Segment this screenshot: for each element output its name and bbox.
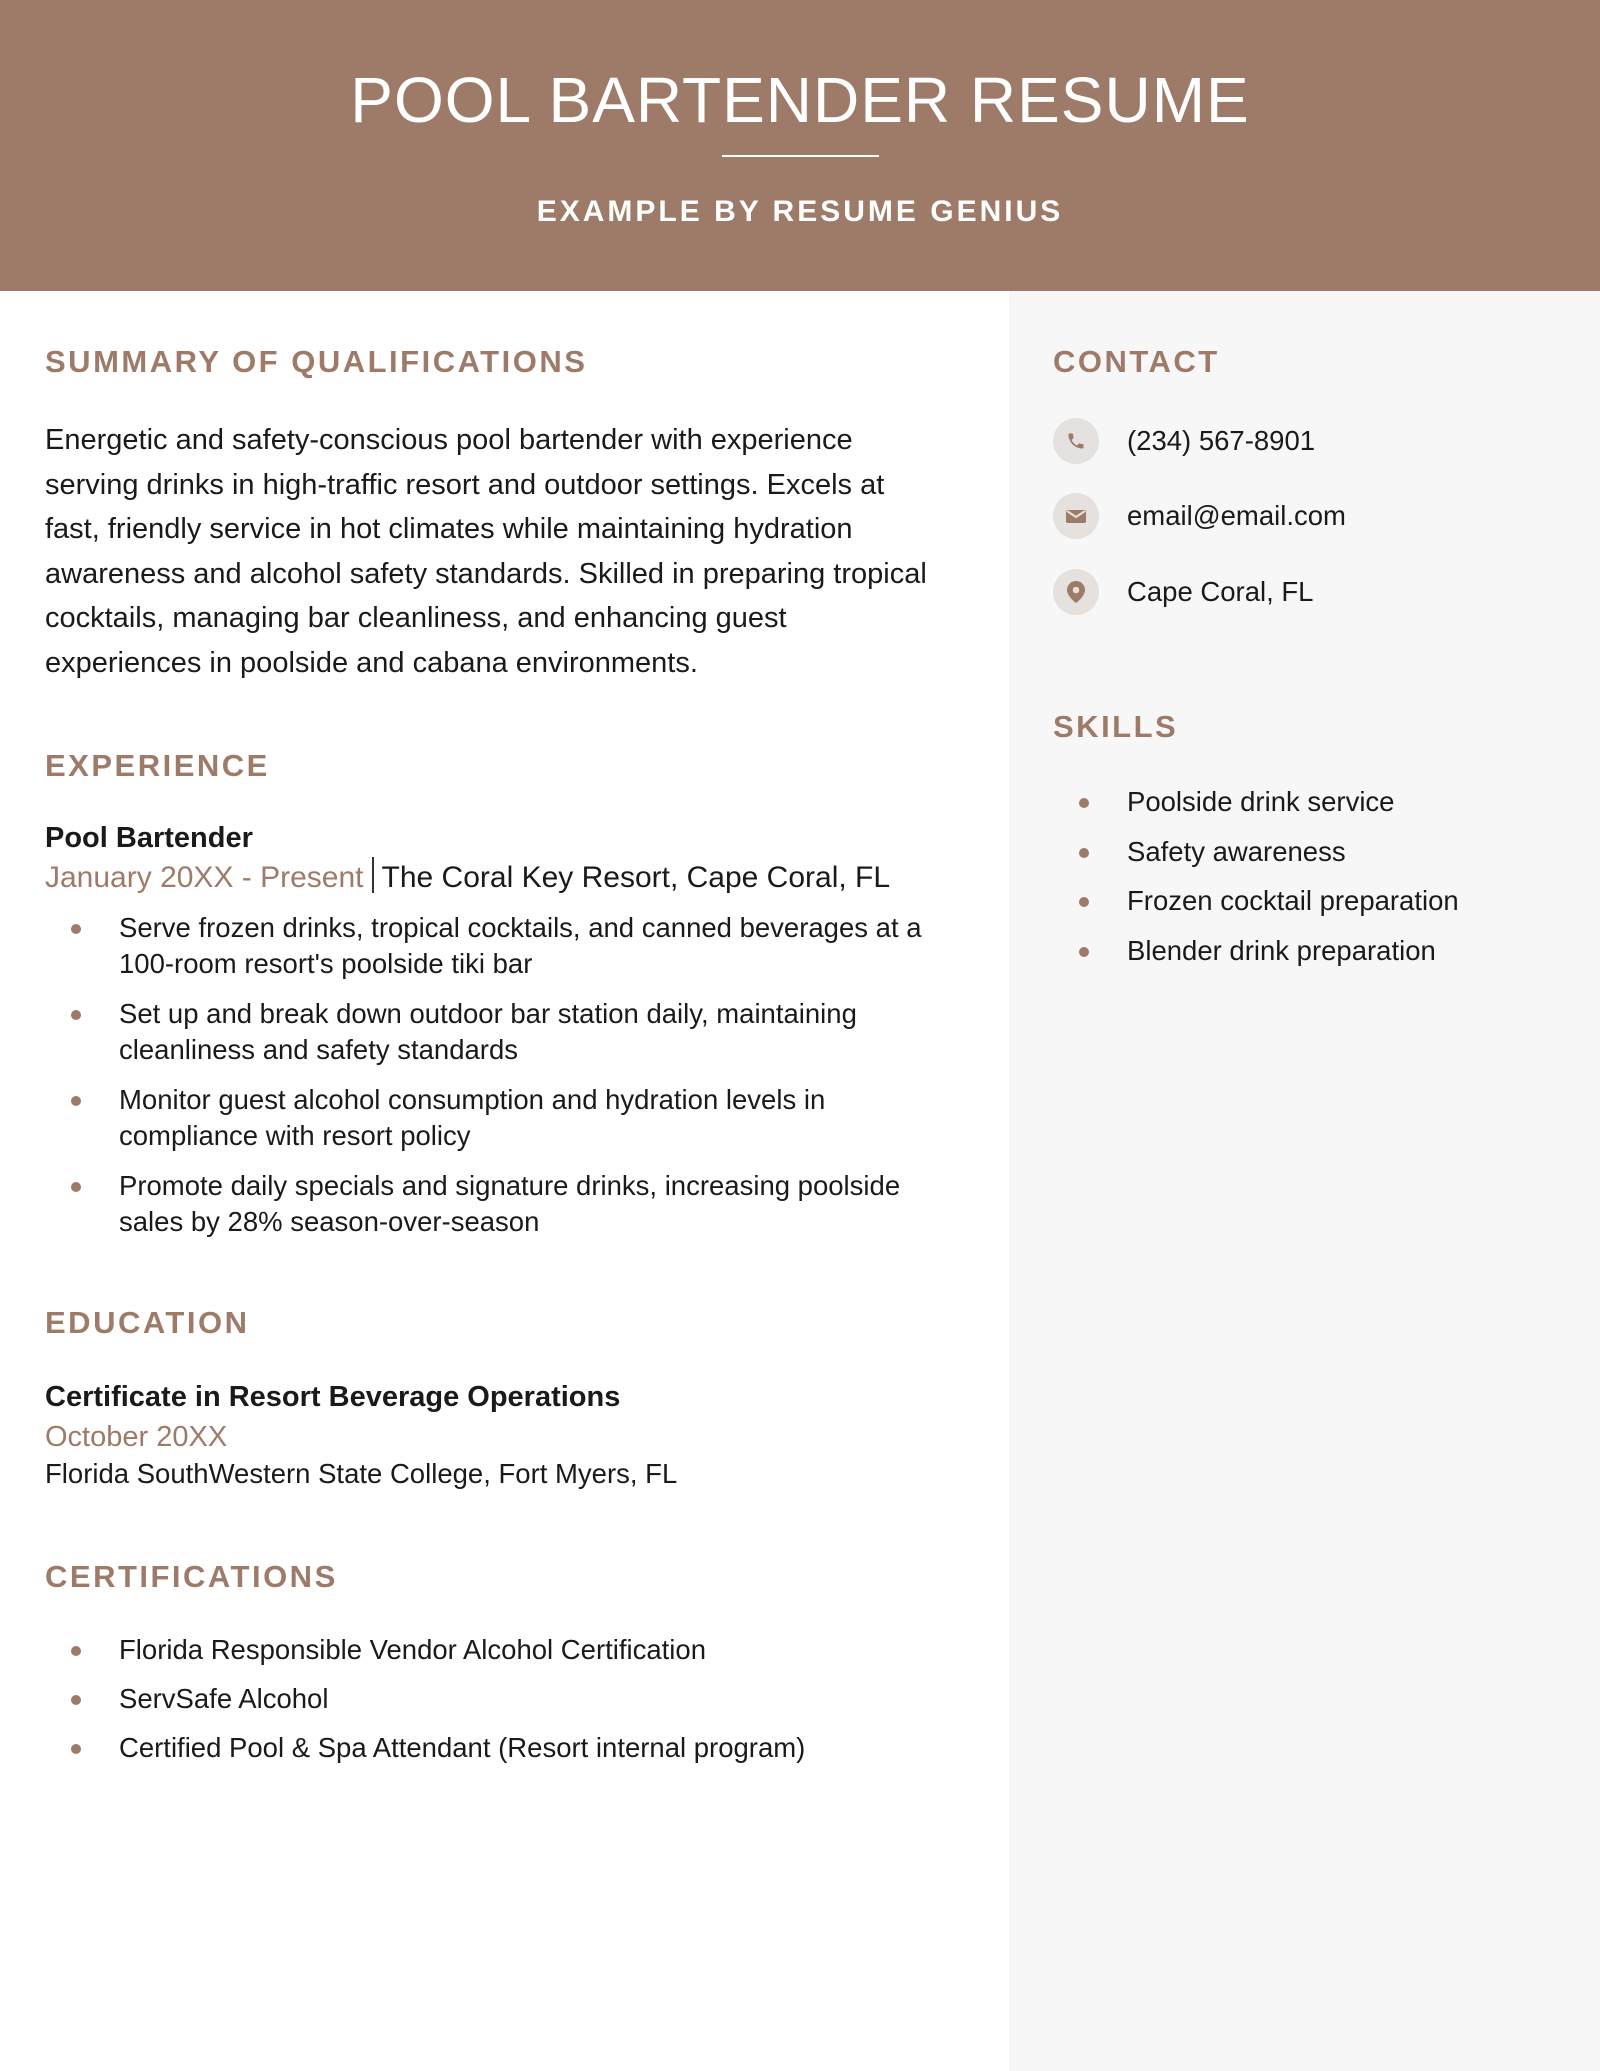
list-item xyxy=(1053,933,1593,969)
bullet-dot-icon xyxy=(1079,848,1089,858)
skill-text: Poolside drink service xyxy=(1127,786,1395,817)
education-heading: EDUCATION xyxy=(45,1305,250,1340)
location-pin-icon xyxy=(1053,569,1099,615)
bullet-text: Set up and break down outdoor bar station daily, maintaining cleanliness and safety standards xyxy=(119,998,857,1065)
sidebar xyxy=(1009,291,1600,2071)
phone-text: (234) 567-8901 xyxy=(1127,425,1316,456)
skill-text: Frozen cocktail preparation xyxy=(1127,885,1459,916)
skill-text: Blender drink preparation xyxy=(1127,934,1436,966)
bullet-dot-icon xyxy=(71,924,81,934)
job-dates: January 20XX - Present xyxy=(45,861,364,894)
bullet-dot-icon xyxy=(1079,798,1089,808)
list-item xyxy=(45,1168,945,1240)
resume-title: POOL BARTENDER RESUME xyxy=(350,64,1250,136)
experience-heading: EXPERIENCE xyxy=(45,748,270,783)
resume-header xyxy=(0,0,1600,291)
contact-location xyxy=(1053,569,1313,615)
list-item xyxy=(45,1632,945,1668)
summary-heading: SUMMARY OF QUALIFICATIONS xyxy=(45,344,588,379)
bullet-text: Serve frozen drinks, tropical cocktails, and canned beverages at a 100-room resort's poolside tiki bar xyxy=(119,912,922,979)
skill-text: Safety awareness xyxy=(1127,835,1346,867)
meta-separator xyxy=(372,857,374,893)
experience-bullets xyxy=(45,910,945,1254)
bullet-dot-icon xyxy=(71,1096,81,1106)
contact-heading: CONTACT xyxy=(1053,344,1220,379)
contact-email xyxy=(1053,493,1346,539)
certifications-list xyxy=(45,1632,945,1779)
location-text: Cape Coral, FL xyxy=(1127,576,1314,607)
certification-text: Florida Responsible Vendor Alcohol Certification xyxy=(119,1634,706,1665)
list-item xyxy=(1053,784,1593,820)
bullet-text: Promote daily specials and signature drinks, increasing poolside sales by 28% season-over-season xyxy=(119,1170,901,1237)
header-divider xyxy=(722,155,879,157)
bullet-dot-icon xyxy=(71,1744,81,1754)
bullet-dot-icon xyxy=(71,1010,81,1020)
bullet-dot-icon xyxy=(1079,897,1089,907)
list-item xyxy=(1053,883,1593,919)
job-meta xyxy=(45,857,890,899)
bullet-dot-icon xyxy=(71,1646,81,1656)
skills-heading: SKILLS xyxy=(1053,709,1179,744)
job-employer: The Coral Key Resort, Cape Coral, FL xyxy=(381,861,891,894)
bullet-dot-icon xyxy=(1079,947,1089,957)
bullet-dot-icon xyxy=(71,1695,81,1705)
job-title: Pool Bartender xyxy=(45,822,253,854)
certification-text: Certified Pool & Spa Attendant (Resort internal program) xyxy=(119,1732,806,1763)
summary-text: Energetic and safety-conscious pool bartender with experience serving drinks in high-traffic resort and outdoor settings. Excels at fast, friendly service in hot climates while maintaining hydration awareness and alcohol safety standards. Skilled in preparing tropical cocktails, managing bar cleanliness, and enhancing guest experiences in poolside and cabana environments. xyxy=(45,424,927,679)
skills-list xyxy=(1053,784,1593,982)
list-item xyxy=(45,910,945,982)
list-item xyxy=(45,996,945,1068)
list-item xyxy=(45,1681,945,1717)
phone-icon xyxy=(1053,418,1099,464)
list-item xyxy=(45,1730,945,1766)
certification-text: ServSafe Alcohol xyxy=(119,1683,329,1714)
bullet-dot-icon xyxy=(71,1182,81,1192)
certifications-heading: CERTIFICATIONS xyxy=(45,1559,338,1594)
email-text: email@email.com xyxy=(1127,500,1346,531)
education-date: October 20XX xyxy=(45,1421,228,1453)
bullet-text: Monitor guest alcohol consumption and hydration levels in compliance with resort policy xyxy=(119,1084,826,1151)
education-degree: Certificate in Resort Beverage Operations xyxy=(45,1381,621,1413)
envelope-icon xyxy=(1053,493,1099,539)
education-school: Florida SouthWestern State College, Fort Myers, FL xyxy=(45,1458,678,1489)
resume-subtitle: EXAMPLE BY RESUME GENIUS xyxy=(536,195,1064,228)
list-item xyxy=(1053,834,1593,870)
contact-phone xyxy=(1053,418,1315,464)
list-item xyxy=(45,1082,945,1154)
